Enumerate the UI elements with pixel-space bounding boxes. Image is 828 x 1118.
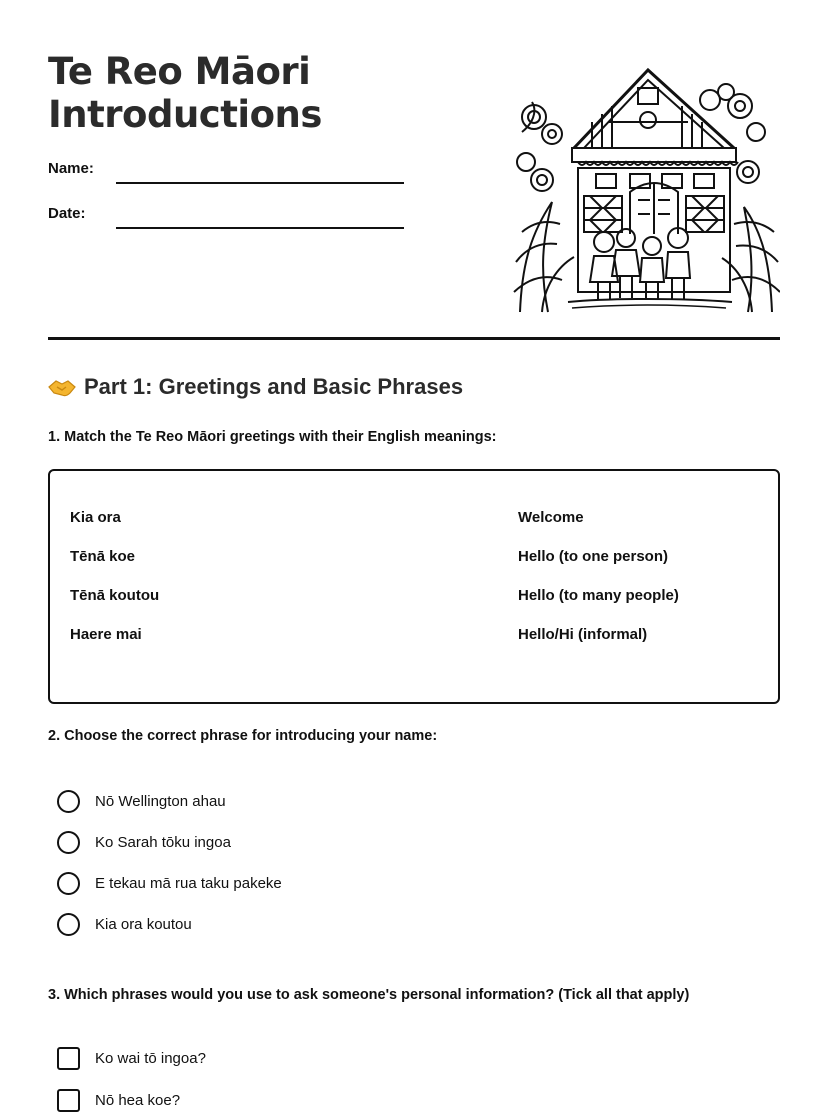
match-row: [50, 509, 778, 531]
option-label: Nō hea koe?: [95, 1092, 181, 1109]
match-row: [50, 548, 778, 570]
radio-option[interactable]: [57, 830, 657, 856]
title-line-2: Introductions: [48, 93, 322, 136]
radio-button[interactable]: [57, 913, 80, 936]
match-right-item[interactable]: Hello/Hi (informal): [518, 626, 648, 643]
radio-option[interactable]: [57, 912, 657, 938]
checkbox-option[interactable]: [57, 1046, 657, 1072]
date-label: Date:: [48, 205, 86, 222]
radio-button[interactable]: [57, 790, 80, 813]
match-right-item[interactable]: Hello (to one person): [518, 548, 668, 565]
radio-button[interactable]: [57, 831, 80, 854]
radio-option[interactable]: [57, 871, 657, 897]
option-label: Kia ora koutou: [95, 916, 192, 933]
q3-prompt: 3. Which phrases would you use to ask someone's personal information? (Tick all that apply): [48, 987, 690, 1003]
match-right-item[interactable]: Welcome: [518, 509, 584, 526]
match-box: [48, 469, 780, 704]
option-label: Ko Sarah tōku ingoa: [95, 834, 231, 851]
option-label: Nō Wellington ahau: [95, 793, 226, 810]
name-field[interactable]: [48, 160, 408, 186]
option-label: E tekau mā rua taku pakeke: [95, 875, 282, 892]
date-field[interactable]: [48, 205, 408, 231]
match-right-item[interactable]: Hello (to many people): [518, 587, 679, 604]
checkbox[interactable]: [57, 1089, 80, 1112]
match-left-item[interactable]: Haere mai: [70, 626, 142, 643]
match-left-item[interactable]: Tēnā koutou: [70, 587, 160, 604]
wharenui-illustration: [512, 62, 780, 314]
match-left-item[interactable]: Kia ora: [70, 509, 121, 526]
radio-button[interactable]: [57, 872, 80, 895]
option-label: Ko wai tō ingoa?: [95, 1050, 206, 1067]
match-row: [50, 626, 778, 648]
header-divider: [48, 337, 780, 340]
name-label: Name:: [48, 160, 94, 177]
q1-prompt: 1. Match the Te Reo Māori greetings with their English meanings:: [48, 429, 497, 445]
match-row: [50, 587, 778, 609]
match-left-item[interactable]: Tēnā koe: [70, 548, 136, 565]
part1-title: Part 1: Greetings and Basic Phrases: [84, 374, 464, 399]
radio-option[interactable]: [57, 789, 657, 815]
page-title: [48, 50, 322, 136]
date-line[interactable]: [116, 227, 404, 229]
q2-prompt: 2. Choose the correct phrase for introducing your name:: [48, 728, 438, 744]
name-line[interactable]: [116, 182, 404, 184]
handshake-icon: [48, 375, 76, 399]
part1-heading: [48, 374, 463, 400]
title-line-1: Te Reo Māori: [48, 50, 311, 93]
checkbox[interactable]: [57, 1047, 80, 1070]
checkbox-option[interactable]: [57, 1088, 657, 1114]
